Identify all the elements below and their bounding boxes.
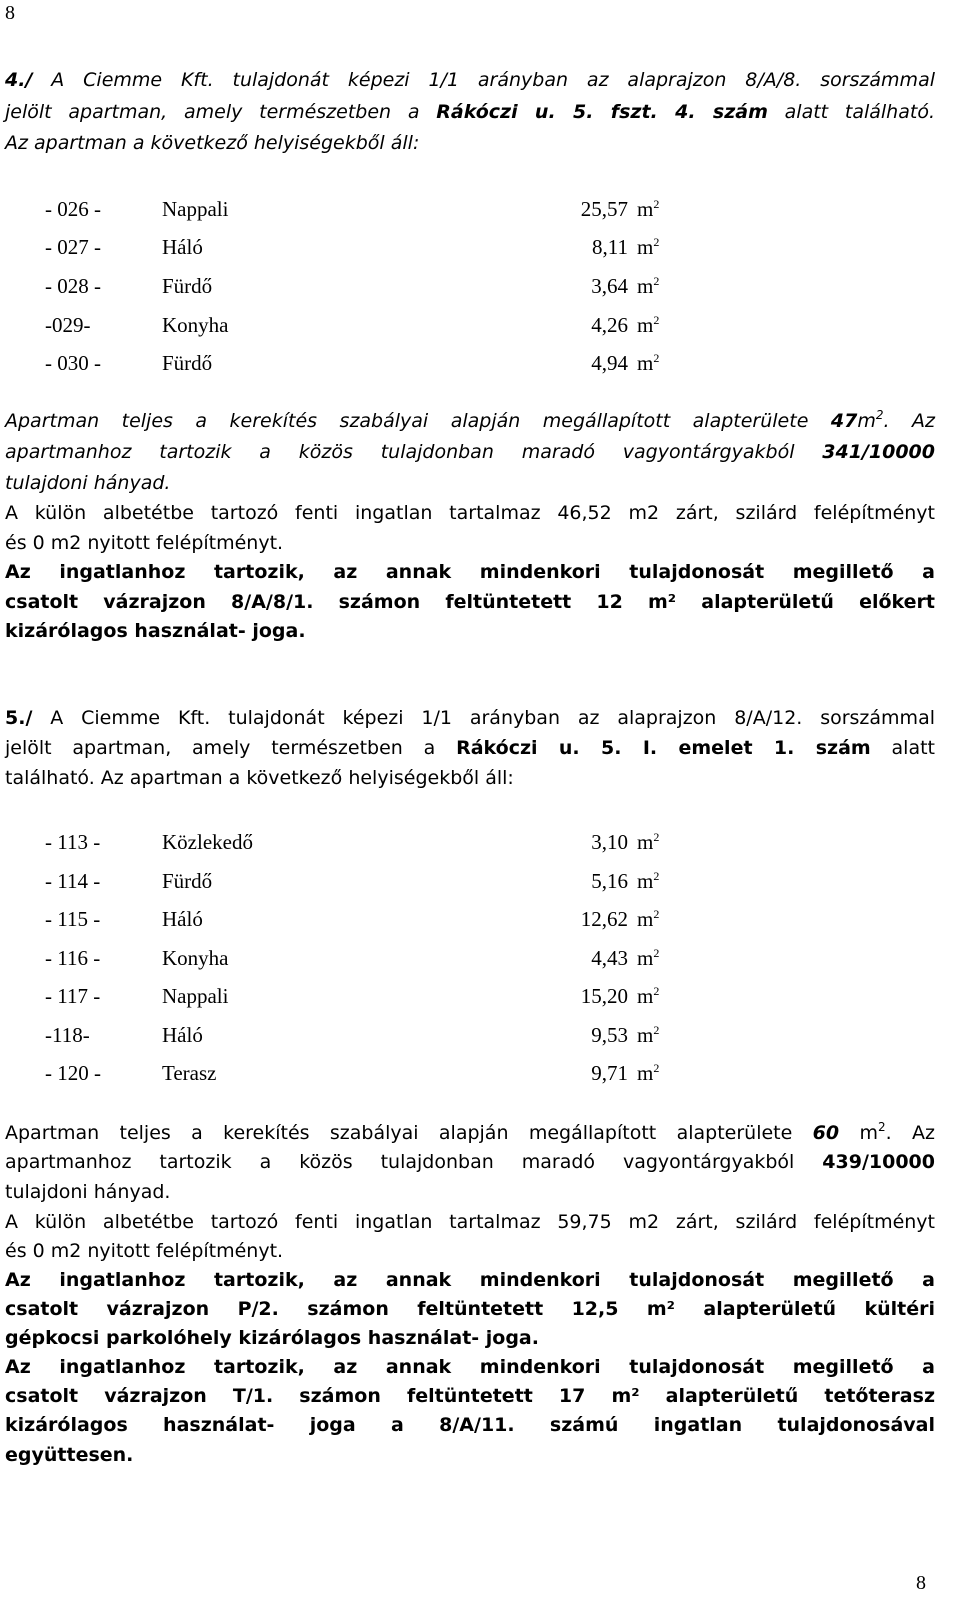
room-row: - 117 - Nappali 15,20 $m^2$	[45, 984, 660, 1008]
room-row: - 115 - Háló 12,62 $m^2$	[45, 907, 660, 931]
section-5-share: 439/10000	[822, 1151, 935, 1173]
section-4-garden-line-3: kizárólagos használat- joga.	[5, 620, 306, 642]
section-5-intro-line-3: található. Az apartman a következő helyiségekből áll:	[5, 767, 514, 789]
room-row: - 030 - Fürdő 4,94 $m^2$	[45, 351, 660, 375]
section-4-structure-line: A külön albetétbe tartozó fenti ingatlan tartalmaz 46,52 m2 zárt, szilárd felépítményt	[5, 502, 935, 524]
section-4-structure-line-2: és 0 m2 nyitott felépítményt.	[5, 532, 284, 554]
section-5-intro-line-1: 5./ A Ciemme Kft. tulajdonát képezi 1/1 arányban az alaprajzon 8/A/12. sorszámmal	[5, 707, 935, 729]
section-5-intro-line-2: jelölt apartman, amely természetben a Rákóczi u. 5. I. emelet 1. szám alatt	[5, 737, 935, 759]
section-5-share-line: apartmanhoz tartozik a közös tulajdonban maradó vagyontárgyakból 439/10000	[5, 1151, 935, 1173]
section-5-parking-line-1: Az ingatlanhoz tartozik, az annak mindenkori tulajdonosát megillető a	[5, 1269, 935, 1291]
section-4-share-line: apartmanhoz tartozik a közös tulajdonban maradó vagyontárgyakból 341/10000	[5, 441, 935, 463]
section-4-garden-line-2: csatolt vázrajzon 8/A/8/1. számon feltüntetett 12 m² alapterületű előkert	[5, 591, 935, 613]
section-4-garden-line-1: Az ingatlanhoz tartozik, az annak mindenkori tulajdonosát megillető a	[5, 561, 935, 583]
section-5-terrace-line-4: együttesen.	[5, 1444, 134, 1466]
section-4-number: 4./	[5, 69, 33, 91]
page-number-top: 8	[5, 2, 15, 24]
section-4-share: 341/10000	[822, 441, 935, 463]
section-5-number: 5./	[5, 707, 33, 729]
section-5-share-line-2: tulajdoni hányad.	[5, 1181, 171, 1203]
section-5-terrace-line-1: Az ingatlanhoz tartozik, az annak mindenkori tulajdonosát megillető a	[5, 1356, 935, 1378]
room-row: - 120 - Terasz 9,71 $m^2$	[45, 1061, 660, 1085]
section-4-address: Rákóczi u. 5. fszt. 4. szám	[436, 101, 768, 123]
section-5-parking-line-2: csatolt vázrajzon P/2. számon feltüntetett 12,5 m² alapterületű kültéri	[5, 1298, 935, 1320]
section-4-intro-line-2: jelölt apartman, amely természetben a Rákóczi u. 5. fszt. 4. szám alatt található.	[5, 101, 935, 123]
section-5-parking-line-3: gépkocsi parkolóhely kizárólagos használat- joga.	[5, 1327, 539, 1349]
section-4-share-line-2: tulajdoni hányad.	[5, 472, 171, 494]
section-5-area-line: Apartman teljes a kerekítés szabályai alapján megállapított alapterülete 60 $m^2$. Az	[5, 1120, 935, 1144]
section-5-address: Rákóczi u. 5. I. emelet 1. szám	[456, 737, 871, 759]
room-row: - 113 - Közlekedő 3,10 $m^2$	[45, 830, 660, 854]
section-5-terrace-line-3: kizárólagos használat- joga a 8/A/11. számú ingatlan tulajdonosával	[5, 1414, 935, 1436]
section-4-total-area: 47	[830, 410, 858, 432]
section-4-intro-line-1: 4./ A Ciemme Kft. tulajdonát képezi 1/1 arányban az alaprajzon 8/A/8. sorszámmal	[5, 69, 935, 91]
section-5-structure-line-2: és 0 m2 nyitott felépítményt.	[5, 1240, 284, 1262]
section-5-terrace-line-2: csatolt vázrajzon T/1. számon feltüntetett 17 m² alapterületű tetőterasz	[5, 1385, 935, 1407]
room-row: - 026 - Nappali 25,57 $m^2$	[45, 197, 660, 221]
room-row: - 028 - Fürdő 3,64 $m^2$	[45, 274, 660, 298]
room-row: -029- Konyha 4,26 $m^2$	[45, 313, 660, 337]
room-row: -118- Háló 9,53 $m^2$	[45, 1023, 660, 1047]
page-number-bottom: 8	[916, 1572, 926, 1594]
room-row: - 114 - Fürdő 5,16 $m^2$	[45, 869, 660, 893]
section-4-area-line: Apartman teljes a kerekítés szabályai alapján megállapított alapterülete $47m^2$. Az	[5, 408, 935, 432]
room-row: - 027 - Háló 8,11 $m^2$	[45, 235, 660, 259]
section-5-structure-line: A külön albetétbe tartozó fenti ingatlan tartalmaz 59,75 m2 zárt, szilárd felépítményt	[5, 1211, 935, 1233]
section-4-intro-line-3: Az apartman a következő helyiségekből áll:	[5, 132, 420, 154]
section-5-total-area: 60	[812, 1122, 840, 1144]
room-row: - 116 - Konyha 4,43 $m^2$	[45, 946, 660, 970]
